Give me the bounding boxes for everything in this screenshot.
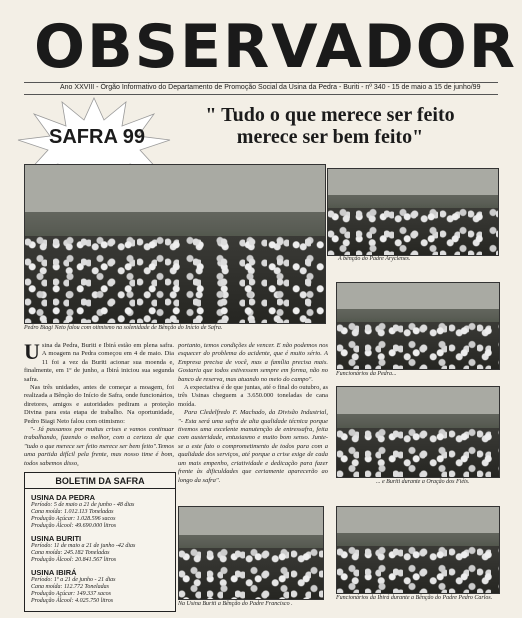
masthead-title: OBSERVADOR <box>34 12 517 82</box>
section-line: Produção Açúcar: 149.337 sacos <box>31 591 111 597</box>
subline-rule <box>24 94 498 95</box>
section-line: Produção Álcool: 49.690.000 litros <box>31 523 117 529</box>
main-photo-caption: Pedro Biagi Neto falou com otimismo na solenidade de Bênção do Início de Safra. <box>24 325 223 331</box>
section-line: Cana moída: 112.772 Toneladas <box>31 584 110 590</box>
article-dropcap: U <box>24 339 40 364</box>
section-line: Período: 11 de maio a 21 de junho -42 dias <box>31 543 136 549</box>
article-paragraph: Nas três unidades, antes de começar a moagem, foi realizada a Bênção do Início de Safra, onde funcionários, diretores, amigos e autoridades pediram a proteção Divina para esta etapa de trabalho. Na oportunidade, Pedro Biagi Neto falou com otimismo: <box>24 384 174 425</box>
article-paragraph: Para Cledelfredo F. Machado, da Divisão Industrial, "- Esta será uma safra de alta qualidade técnica porque tivemos uma excelente manutenção de entressafra, feita com austeridade, entusiasmo e muito bom senso. Junte-se a este fato o comprometimento de todos para com a qualidade dos serviços, até porque a crise exige de cada um mais empenho, criatividade e dedicação para fazer frente às dificuldades que certamente aparecerão ao longo da safra". <box>178 409 328 484</box>
main-photo <box>24 164 326 324</box>
headline-line-2: merece ser bem feito" <box>236 126 424 148</box>
headline-line-1: " Tudo o que merece ser feito <box>205 104 455 126</box>
article-column-1 <box>24 339 174 468</box>
article-paragraph: sina da Pedra, Buriti e Ibirá estão em plena safra. A moagem na Pedra começou em 4 de maio. Dia 11 foi a vez da Buriti acionar sua moenda e, finalmente, em 1º de junho, a Ibirá iniciou sua segunda safra. <box>24 342 174 383</box>
masthead-rule <box>24 82 498 83</box>
photo-right-mid-caption: Funcionários da Pedra... <box>336 371 397 377</box>
boletim-section-ibira <box>25 564 175 605</box>
photo-bottom-right-caption: Funcionários da Ibirá durante a Bênção do Padre Pedro Carlos. <box>336 595 493 601</box>
photo-right-top <box>327 168 499 256</box>
boletim-section-buriti <box>25 530 175 564</box>
section-line: Produção Álcool: 20.841.567 litros <box>31 557 117 563</box>
photo-right-low <box>336 386 500 478</box>
photo-bottom-left <box>178 506 324 600</box>
section-line: Produção Açúcar: 1.028.596 sacos <box>31 516 116 522</box>
section-line: Produção Álcool: 4.025.750 litros <box>31 598 114 604</box>
section-name: USINA DA PEDRA <box>31 493 96 502</box>
issue-info: Ano XXVIII - Órgão Informativo do Departamento de Promoção Social da Usina da Pedra - Buriti - nº 340 - 15 de maio a 15 de junho/99 <box>60 84 481 91</box>
photo-bottom-right <box>336 506 500 594</box>
article-paragraph: portanto, temos condições de vencer. E não podemos nos esquecer do problema do acidente, que é muito sério. A Empresa precisa de você, mas a família precisa mais. Gostaria que todos estivessem sempre em forma, não no banco de reserva, mas atuando no meio do campo". <box>178 342 328 383</box>
boletim-title: BOLETIM DA SAFRA <box>25 473 175 489</box>
photo-right-mid <box>336 282 500 370</box>
section-name: USINA IBIRÁ <box>31 568 77 577</box>
section-line: Período: 5 de maio a 21 de junho - 48 dias <box>31 502 135 508</box>
photo-right-top-caption: A bênção do Padre Aryclenes. <box>338 256 411 262</box>
article-paragraph: A expectativa é de que juntas, até o final do outubro, as três Usinas cheguem a 3.650.000 toneladas de cana moída. <box>178 384 328 408</box>
headline <box>180 104 480 148</box>
article-column-2 <box>178 342 328 485</box>
section-line: Cana moída: 1.012.113 Toneladas <box>31 509 114 515</box>
boletim-box <box>24 472 176 612</box>
photo-bottom-left-caption: Na Usina Buriti a Bênção do Padre Francisco . <box>178 601 293 607</box>
section-line: Cana moída: 245.182 Toneladas <box>31 550 110 556</box>
boletim-section-pedra <box>25 489 175 530</box>
article-quote: "- Já passamos por muitas crises e vamos continuar trabalhando, fazendo o melhor, com a certeza de que "tudo o que merece ser feito merece ser bem feito".Temos uma partida difícil pela frente, mas nosso time é bom, todos sabemos disso, <box>24 426 174 467</box>
photo-right-low-caption: ... e Buriti durante a Oração dos Fiéis. <box>376 479 470 485</box>
section-line: Período: 1º a 21 de junho - 21 dias <box>31 577 116 583</box>
safra-badge: SAFRA 99 <box>49 126 145 148</box>
section-name: USINA BURITI <box>31 534 82 543</box>
